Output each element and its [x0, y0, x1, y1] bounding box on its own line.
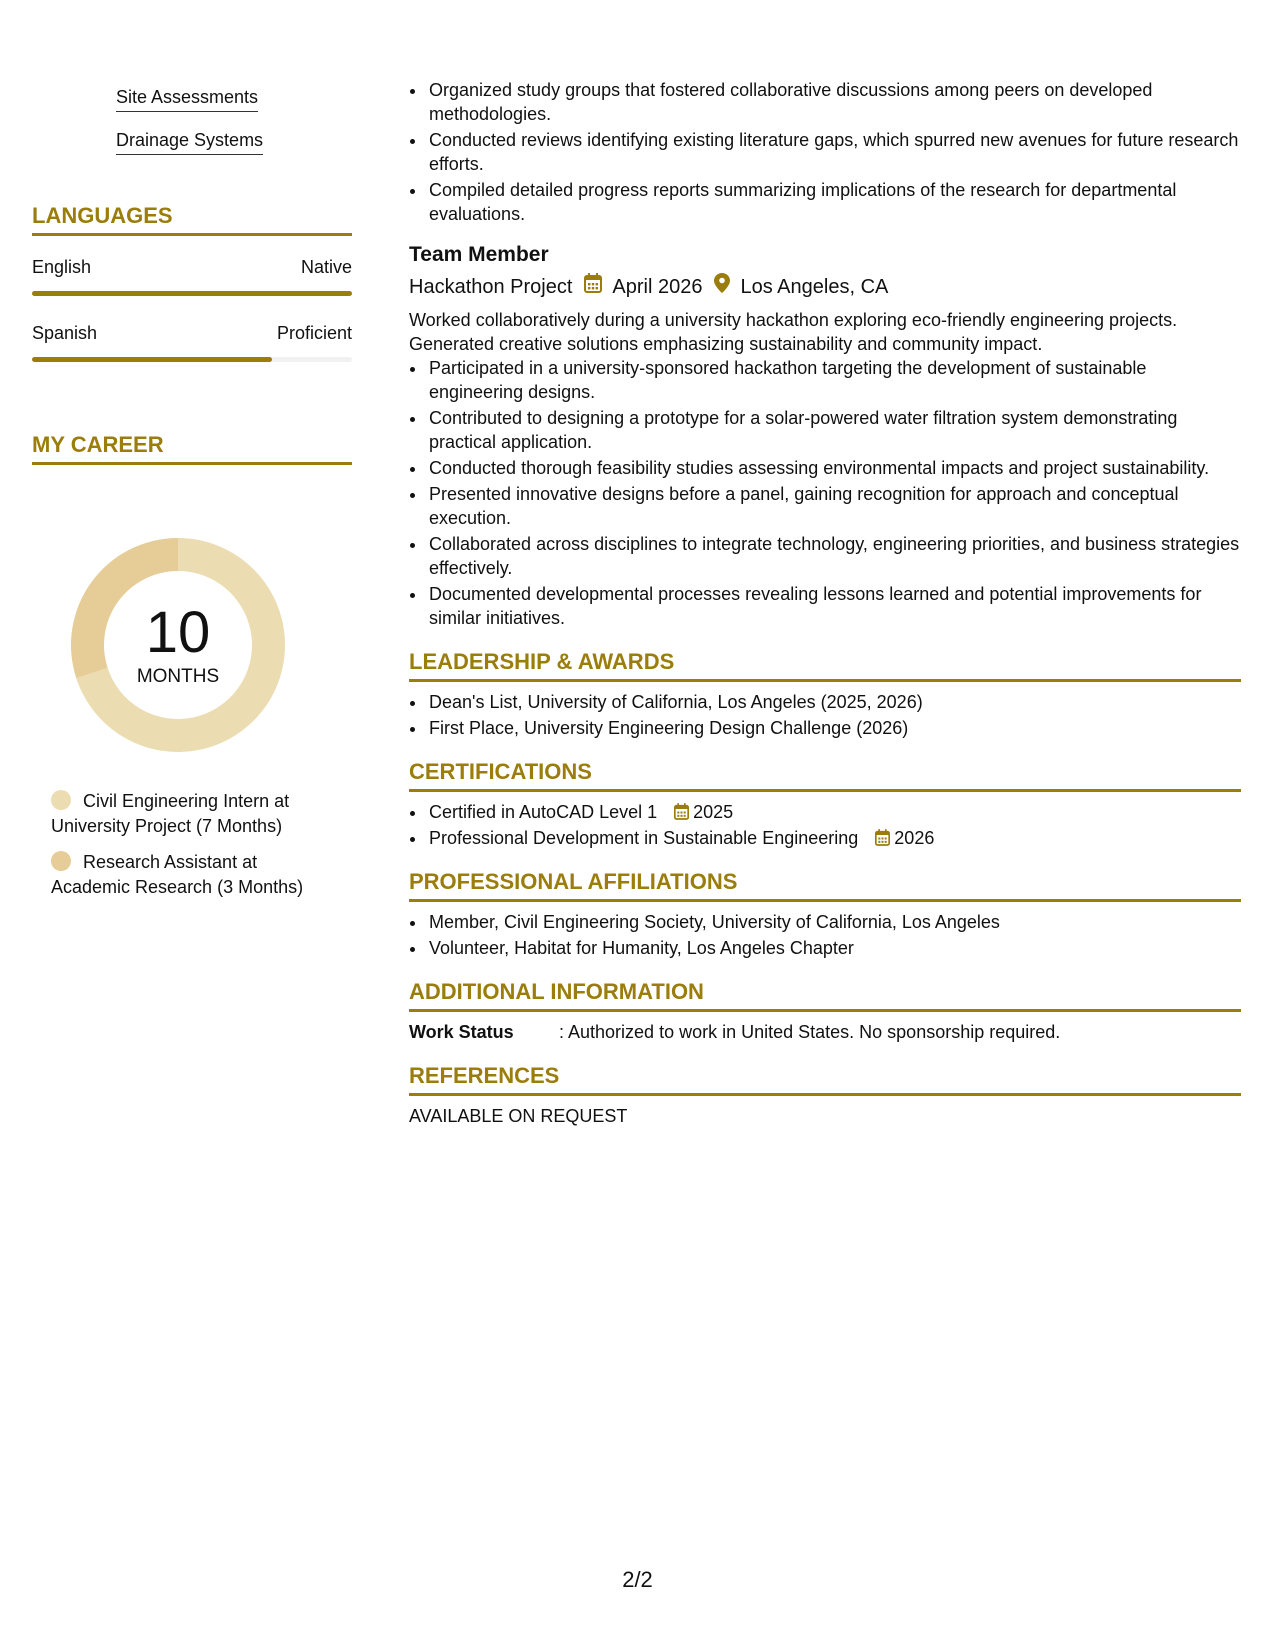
- certification-date: [674, 800, 733, 824]
- legend-text-line1: Research Assistant at: [83, 852, 258, 872]
- job-bullets: [409, 356, 1241, 630]
- job-meta: [409, 273, 1241, 300]
- calendar-icon: [584, 273, 602, 300]
- bullet-item: • Conducted thorough feasibility studies assessing environmental impacts and project sustainability.: [427, 456, 1241, 480]
- certification-item: [427, 800, 1241, 824]
- awards-heading: LEADERSHIP & AWARDS: [409, 648, 1241, 682]
- career-legend-item: [51, 850, 351, 900]
- certification-date: [875, 826, 934, 850]
- work-status-value: : Authorized to work in United States. No sponsorship required.: [559, 1022, 1061, 1042]
- legend-text-line2: Academic Research (3 Months): [51, 877, 304, 897]
- job-organization: Hackathon Project: [409, 275, 573, 298]
- additional-info-heading: ADDITIONAL INFORMATION: [409, 978, 1241, 1012]
- bullet-item: • Organized study groups that fostered collaborative discussions among peers on developed methodologies.: [427, 78, 1241, 126]
- legend-dot: [51, 851, 71, 871]
- certifications-heading: CERTIFICATIONS: [409, 758, 1241, 792]
- affiliations-heading: PROFESSIONAL AFFILIATIONS: [409, 868, 1241, 902]
- job-date: April 2026: [612, 275, 703, 298]
- language-name: Spanish: [32, 323, 98, 343]
- previous-job-bullets: [409, 78, 1241, 226]
- work-status-row: [409, 1020, 1241, 1044]
- work-status-label: Work Status: [409, 1022, 514, 1042]
- languages-heading: LANGUAGES: [32, 203, 352, 236]
- language-name: English: [32, 257, 92, 277]
- calendar-icon: [674, 803, 689, 820]
- career-heading: MY CAREER: [32, 432, 352, 465]
- certifications-list: [409, 800, 1241, 850]
- legend-dot: [51, 790, 71, 810]
- job-description: Worked collaboratively during a university hackathon exploring eco-friendly engineering projects. Generated creative solutions emphasizing sustainability and community impact.: [409, 310, 1178, 354]
- legend-text-line2: University Project (7 Months): [51, 816, 283, 836]
- bullet-item: • Conducted reviews identifying existing literature gaps, which spurred new avenues for future research efforts.: [427, 128, 1241, 176]
- left-column: [32, 0, 352, 1650]
- certification-name: Certified in AutoCAD Level 1: [429, 802, 658, 822]
- skill-site-assessments: Site Assessments: [116, 87, 258, 112]
- award-item: • Dean's List, University of California, Los Angeles (2025, 2026): [427, 690, 1241, 714]
- references-text: AVAILABLE ON REQUEST: [409, 1106, 628, 1126]
- award-item: • First Place, University Engineering Design Challenge (2026): [427, 716, 1241, 740]
- affiliations-list: [409, 910, 1241, 960]
- language-bar-track: [32, 357, 352, 362]
- job-location: Los Angeles, CA: [740, 275, 889, 298]
- page-number: 2/2: [622, 1567, 653, 1592]
- career-total-unit: MONTHS: [136, 666, 220, 687]
- calendar-icon: [875, 829, 890, 846]
- bullet-item: • Documented developmental processes revealing lessons learned and potential improvements for similar initiatives.: [427, 582, 1241, 630]
- bullet-item: • Collaborated across disciplines to integrate technology, engineering priorities, and business strategies effectively.: [427, 532, 1241, 580]
- language-bar-fill: [32, 357, 272, 362]
- language-level: Native: [300, 257, 352, 277]
- language-bar-fill: [32, 291, 352, 296]
- awards-list: [409, 690, 1241, 740]
- affiliation-item: • Member, Civil Engineering Society, University of California, Los Angeles: [427, 910, 1241, 934]
- references-heading: REFERENCES: [409, 1062, 1241, 1096]
- certification-year: 2026: [894, 828, 935, 848]
- skill-drainage-systems: Drainage Systems: [116, 130, 263, 155]
- bullet-item: • Compiled detailed progress reports summarizing implications of the research for departmental evaluations.: [427, 178, 1241, 226]
- right-column: [409, 78, 1241, 1128]
- bullet-item: • Presented innovative designs before a panel, gaining recognition for approach and conceptual execution.: [427, 482, 1241, 530]
- job-title: Team Member: [409, 243, 549, 266]
- language-level: Proficient: [276, 323, 352, 343]
- bullet-item: • Participated in a university-sponsored hackathon targeting the development of sustainable engineering designs.: [427, 356, 1241, 404]
- certification-year: 2025: [693, 802, 734, 822]
- legend-text-line1: Civil Engineering Intern at: [83, 791, 290, 811]
- affiliation-item: • Volunteer, Habitat for Humanity, Los Angeles Chapter: [427, 936, 1241, 960]
- bullet-item: • Contributed to designing a prototype for a solar-powered water filtration system demonstrating practical application.: [427, 406, 1241, 454]
- location-pin-icon: [714, 273, 730, 300]
- certification-item: [427, 826, 1241, 850]
- certification-name: Professional Development in Sustainable Engineering: [429, 828, 859, 848]
- career-total-number: 10: [145, 600, 211, 665]
- language-bar-track: [32, 291, 352, 296]
- career-legend-item: [51, 789, 351, 839]
